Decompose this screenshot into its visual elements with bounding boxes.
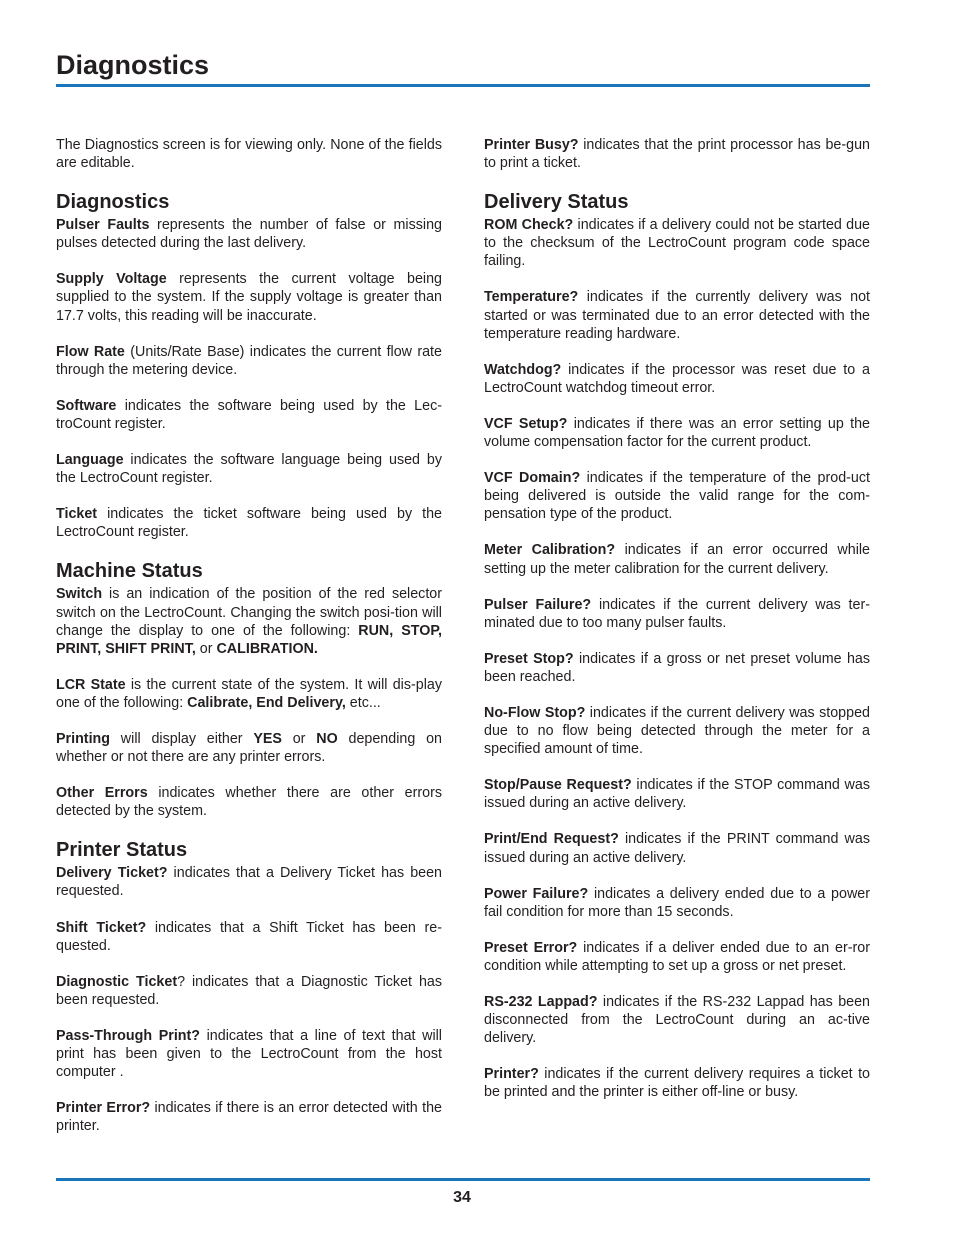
no-value: NO bbox=[316, 730, 338, 747]
description: indicates if an error occurred while setting up the meter calibration for the current delivery. bbox=[484, 542, 871, 577]
or-word: or bbox=[281, 730, 317, 747]
term: Meter Calibration? bbox=[484, 542, 616, 559]
printer-item bbox=[56, 1027, 442, 1081]
switch-option-last: CALIBRATION. bbox=[216, 640, 318, 657]
delivery-item bbox=[484, 415, 870, 451]
term: Flow Rate bbox=[56, 343, 125, 360]
term: Pulser Failure? bbox=[484, 596, 592, 613]
term: Watchdog? bbox=[484, 361, 562, 378]
machine-item bbox=[56, 730, 442, 766]
term: Pass-Through Print? bbox=[56, 1027, 201, 1044]
delivery-item bbox=[484, 830, 870, 866]
header-rule bbox=[56, 84, 870, 87]
term: Power Failure? bbox=[484, 885, 589, 902]
delivery-item bbox=[484, 704, 870, 758]
yes-value: YES bbox=[253, 730, 282, 747]
term: LCR State bbox=[56, 676, 126, 693]
description: indicates if the temperature of the prod-uct being delivered is outside the valid range for the com-pensation type of the product. bbox=[484, 470, 870, 523]
term: Print/End Request? bbox=[484, 831, 619, 848]
right-column bbox=[484, 136, 870, 1119]
description: indicates whether there are other errors detected by the system. bbox=[56, 785, 442, 820]
delivery-item bbox=[484, 776, 870, 812]
term: Diagnostic Ticket bbox=[56, 973, 178, 990]
left-column bbox=[56, 136, 442, 1153]
description: indicates if the RS-232 Lappad has been disconnected from the LectroCount during an ac-tive delivery. bbox=[484, 994, 871, 1047]
description-end: etc... bbox=[345, 694, 381, 711]
term: Supply Voltage bbox=[56, 271, 167, 288]
term: No-Flow Stop? bbox=[484, 704, 586, 721]
description: indicates if the STOP command was issued during an active delivery. bbox=[484, 777, 870, 812]
delivery-item bbox=[484, 596, 870, 632]
machine-item bbox=[56, 676, 442, 712]
delivery-item bbox=[484, 1065, 870, 1101]
description: indicates if the current delivery was ter-minated due to too many pulser faults. bbox=[484, 596, 871, 631]
printer-item bbox=[56, 1099, 442, 1135]
term: Temperature? bbox=[484, 289, 579, 306]
section-heading-diagnostics: Diagnostics bbox=[56, 191, 170, 214]
description: indicates if a delivery could not be started due to the checksum of the LectroCount program code space failing. bbox=[484, 217, 870, 270]
description: indicates if a deliver ended due to an er-ror condition while attempting to set up a gross or net preset. bbox=[484, 939, 870, 974]
description: will display either bbox=[110, 730, 254, 747]
printer-item bbox=[484, 136, 870, 172]
machine-item bbox=[56, 585, 442, 657]
description: represents the current voltage being supplied to the system. If the supply voltage is greater than 17.7 volts, this reading will be inaccurate. bbox=[56, 271, 442, 324]
description: indicates if there is an error detected with the printer. bbox=[56, 1100, 442, 1135]
diagnostic-item bbox=[56, 343, 442, 379]
state-options: Calibrate, End Delivery, bbox=[187, 694, 346, 711]
printer-item bbox=[56, 973, 442, 1009]
section-heading-delivery-status: Delivery Status bbox=[484, 191, 629, 214]
intro-paragraph: The Diagnostics screen is for viewing only. None of the fields are editable. bbox=[56, 137, 442, 172]
description: indicates the ticket software being used by the LectroCount register. bbox=[56, 506, 442, 541]
term: Shift Ticket? bbox=[56, 919, 147, 936]
delivery-item bbox=[484, 541, 870, 577]
description: indicates if the PRINT command was issued during an active delivery. bbox=[484, 831, 870, 866]
term: Stop/Pause Request? bbox=[484, 777, 632, 794]
description-end: depending on whether or not there are any printer errors. bbox=[56, 730, 442, 766]
section-heading-machine-status: Machine Status bbox=[56, 560, 203, 583]
delivery-item bbox=[484, 939, 870, 975]
description: indicates if the processor was reset due to a LectroCount watchdog timeout error. bbox=[484, 361, 870, 396]
term: ROM Check? bbox=[484, 217, 574, 234]
description: (Units/Rate Base) indicates the current flow rate through the metering device. bbox=[56, 343, 442, 378]
term: Printer? bbox=[484, 1066, 539, 1083]
term: Delivery Ticket? bbox=[56, 865, 168, 882]
term: Ticket bbox=[56, 506, 98, 523]
page-number: 34 bbox=[453, 1189, 471, 1206]
or-word: or bbox=[195, 640, 217, 657]
term: Printer Busy? bbox=[484, 137, 579, 153]
description: indicates that a line of text that will print has been given to the LectroCount from the host computer . bbox=[56, 1027, 442, 1081]
page-title: Diagnostics bbox=[56, 50, 210, 80]
term: Software bbox=[56, 397, 117, 414]
switch-options: RUN, STOP, PRINT, SHIFT PRINT, bbox=[56, 622, 442, 657]
delivery-item bbox=[484, 361, 870, 397]
description: indicates that a Shift Ticket has been re-quested. bbox=[56, 919, 442, 954]
diagnostic-item bbox=[56, 270, 442, 324]
term: Other Errors bbox=[56, 785, 148, 802]
description: indicates if a gross or net preset volume has been reached. bbox=[484, 650, 870, 685]
delivery-item bbox=[484, 288, 870, 342]
description: indicates if there was an error setting up the volume compensation factor for the current product. bbox=[484, 415, 871, 451]
term: Printing bbox=[56, 730, 111, 747]
term: Preset Stop? bbox=[484, 650, 574, 667]
delivery-item bbox=[484, 650, 870, 686]
description: ? indicates that a Diagnostic Ticket has been requested. bbox=[56, 973, 442, 1008]
description: indicates if the current delivery requires a ticket to be printed and the printer is either off-line or busy. bbox=[484, 1066, 870, 1101]
term: Preset Error? bbox=[484, 939, 578, 956]
term: VCF Setup? bbox=[484, 415, 568, 432]
description: indicates the software language being used by the LectroCount register. bbox=[56, 452, 442, 487]
diagnostic-item bbox=[56, 397, 442, 433]
printer-item bbox=[56, 864, 442, 900]
description: indicates a delivery ended due to a power fail condition for more than 15 seconds. bbox=[484, 885, 870, 920]
diagnostic-item bbox=[56, 216, 442, 252]
machine-item bbox=[56, 784, 442, 820]
description: indicates the software being used by the Lec-troCount register. bbox=[56, 397, 442, 432]
term: VCF Domain? bbox=[484, 470, 581, 487]
description: indicates if the currently delivery was not started or was terminated due to an error detected with the temperature reading hardware. bbox=[484, 289, 870, 342]
delivery-item bbox=[484, 885, 870, 921]
description: represents the number of false or missing pulses detected during the last delivery. bbox=[56, 217, 442, 252]
diagnostic-item bbox=[56, 451, 442, 487]
diagnostic-item bbox=[56, 505, 442, 541]
term: Pulser Faults bbox=[56, 217, 150, 234]
delivery-item bbox=[484, 216, 870, 270]
description: indicates if the current delivery was stopped due to no flow being detected through the meter for a specified amount of time. bbox=[484, 704, 870, 758]
term: RS-232 Lappad? bbox=[484, 994, 598, 1010]
printer-item bbox=[56, 919, 442, 955]
delivery-item bbox=[484, 469, 870, 523]
description: indicates that a Delivery Ticket has been requested. bbox=[56, 865, 442, 900]
footer-rule bbox=[56, 1178, 870, 1181]
term: Printer Error? bbox=[56, 1100, 151, 1117]
description: indicates that the print processor has be-gun to print a ticket. bbox=[484, 137, 870, 172]
term: Switch bbox=[56, 586, 103, 603]
description: is an indication of the position of the red selector switch on the LectroCount. Changing the switch posi-tion will change the display to one of the following: bbox=[56, 586, 442, 639]
section-heading-printer-status: Printer Status bbox=[56, 839, 188, 862]
description: is the current state of the system. It will dis-play one of the following: bbox=[56, 676, 442, 711]
term: Language bbox=[56, 452, 124, 469]
delivery-item bbox=[484, 993, 870, 1047]
